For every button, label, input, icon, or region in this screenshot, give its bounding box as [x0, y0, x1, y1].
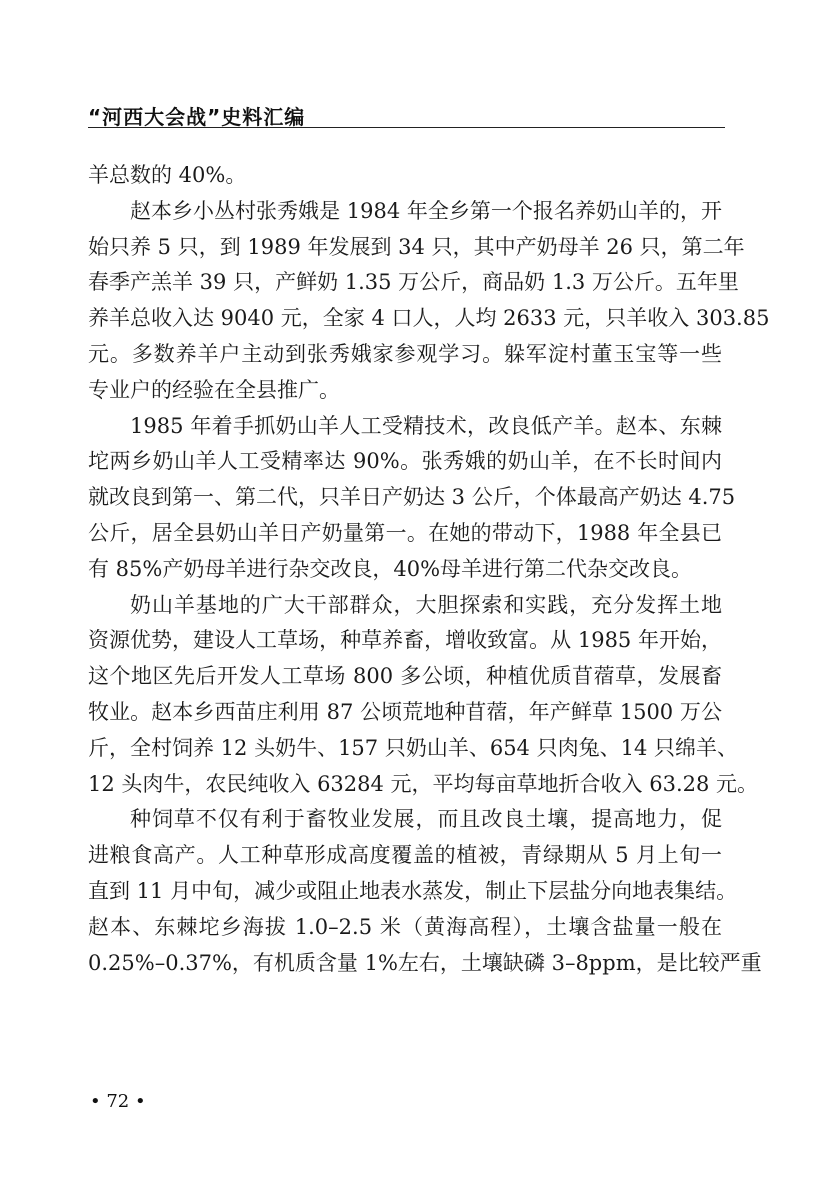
text-line: 这个地区先后开发人工草场 800 多公顷，种植优质苜蓿草，发展畜	[88, 664, 722, 689]
running-head: “河西大会战”史料汇编	[88, 105, 306, 129]
text-line: 春季产羔羊 39 只，产鲜奶 1.35 万公斤，商品奶 1.3 万公斤。五年里	[88, 270, 739, 295]
text-line: 牧业。赵本乡西苗庄利用 87 公顷荒地种苜蓿，年产鲜草 1500 万公	[88, 699, 722, 724]
text-line: 斤，全村饲养 12 头奶牛、157 只奶山羊、654 只肉兔、14 只绵羊、	[88, 735, 738, 760]
text-line: 奶山羊基地的广大干部群众，大胆探索和实践，充分发挥土地	[130, 592, 722, 617]
text-line: 专业户的经验在全县推广。	[88, 377, 340, 402]
text-line: 始只养 5 只，到 1989 年发展到 34 只，其中产奶母羊 26 只，第二年	[88, 234, 745, 259]
text-line: 直到 11 月中旬，减少或阻止地表水蒸发，制止下层盐分向地表集结。	[88, 878, 738, 903]
page-number: • 72 •	[90, 1091, 146, 1112]
text-line: 种饲草不仅有利于畜牧业发展，而且改良土壤，提高地力，促	[130, 807, 722, 832]
text-line: 元。多数养羊户主动到张秀娥家参观学习。躲军淀村董玉宝等一些	[88, 341, 722, 366]
text-line: 有 85%产奶母羊进行杂交改良，40%母羊进行第二代杂交改良。	[88, 556, 693, 581]
text-line: 1985 年着手抓奶山羊人工受精技术，改良低产羊。赵本、东棘	[130, 413, 722, 438]
text-line: 赵本、东棘坨乡海拔 1.0–2.5 米（黄海高程），土壤含盐量一般在	[88, 914, 722, 939]
text-line: 12 头肉牛，农民纯收入 63284 元，平均每亩草地折合收入 63.28 元。	[88, 771, 759, 796]
text-line: 坨两乡奶山羊人工受精率达 90%。张秀娥的奶山羊，在不长时间内	[88, 449, 722, 474]
text-line: 公斤，居全县奶山羊日产奶量第一。在她的带动下，1988 年全县已	[88, 520, 722, 545]
header-rule	[88, 127, 725, 128]
text-line: 进粮食高产。人工种草形成高度覆盖的植被，青绿期从 5 月上旬一	[88, 843, 722, 868]
text-line: 养羊总收入达 9040 元，全家 4 口人，人均 2633 元，只羊收入 303.85	[88, 306, 770, 331]
text-line: 资源优势，建设人工草场，种草养畜，增收致富。从 1985 年开始，	[88, 628, 722, 653]
text-line: 就改良到第一、第二代，只羊日产奶达 3 公斤，个体最高产奶达 4.75	[88, 485, 736, 510]
text-line: 赵本乡小丛村张秀娥是 1984 年全乡第一个报名养奶山羊的，开	[130, 198, 722, 223]
text-line: 0.25%–0.37%，有机质含量 1%左右，土壤缺磷 3–8ppm，是比较严重	[88, 950, 762, 975]
body-text	[88, 158, 770, 981]
text-line: 羊总数的 40%。	[88, 163, 247, 187]
